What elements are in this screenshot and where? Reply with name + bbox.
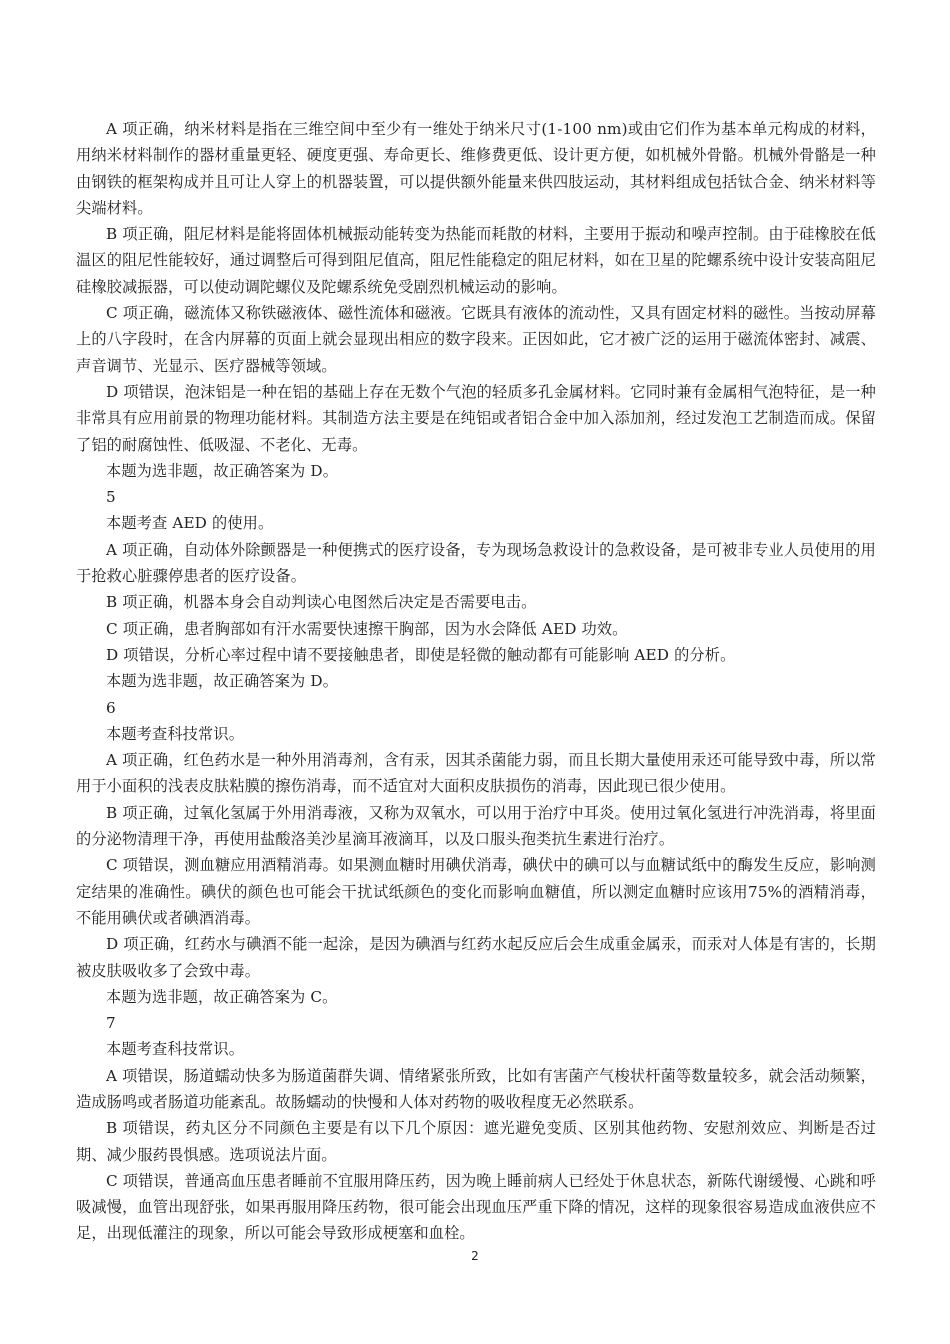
question-number-5: 5	[106, 488, 116, 507]
question-topic-5: 本题考查 AED 的使用。	[106, 514, 274, 533]
paragraph-q7-a: A 项错误，肠道蠕动快多为肠道菌群失调、情绪紧张所致，比如有害菌产气梭状杆菌等数量较多，就会活动频繁，造成肠鸣或者肠道功能紊乱。故肠蠕动的快慢和人体对药物的吸收程度无必然联系。	[76, 1066, 876, 1111]
paragraph-q6-b: B 项正确，过氧化氢属于外用消毒液，又称为双氧水，可以用于治疗中耳炎。使用过氧化氢进行冲洗消毒，将里面的分泌物清理干净，再使用盐酸洛美沙星滴耳液滴耳，以及口服头孢类抗生素进行治疗。	[76, 803, 876, 849]
paragraph-q5-d: D 项错误，分析心率过程中请不要接触患者，即使是轻微的触动都有可能影响 AED 的分析。	[106, 645, 736, 664]
question-topic-7: 本题考查科技常识。	[106, 1040, 245, 1059]
answer-q4: 本题为选非题，故正确答案为 D。	[106, 461, 339, 480]
paragraph-q6-c: C 项错误，测血糖应用酒精消毒。如果测血糖时用碘伏消毒，碘伏中的碘可以与血糖试纸中的酶发生反应，影响测定结果的准确性。碘伏的颜色也可能会干扰试纸颜色的变化而影响血糖值，所以测定血糖时应该用75%的酒精消毒，不能用碘伏或者碘酒消毒。	[76, 856, 876, 927]
paragraph-a-nanomaterial: A 项正确，纳米材料是指在三维空间中至少有一维处于纳米尺寸(1-100 nm)或由它们作为基本单元构成的材料，用纳米材料制作的器材重量更轻、硬度更强、寿命更长、维修费更低、设计更方便，如机械外骨骼。机械外骨骼是一种由钢铁的框架构成并且可让人穿上的机器装置，可以提供额外能量来供四肢运动，其材料组成包括钛合金、纳米材料等尖端材料。	[76, 120, 876, 217]
paragraph-q6-a: A 项正确，红色药水是一种外用消毒剂，含有汞，因其杀菌能力弱，而且长期大量使用汞还可能导致中毒，所以常用于小面积的浅表皮肤粘膜的擦伤消毒，而不适宜对大面积皮肤损伤的消毒，因此现已很少使用。	[76, 751, 876, 796]
question-number-6: 6	[106, 698, 116, 717]
paragraph-c-magnetic-fluid: C 项正确，磁流体又称铁磁液体、磁性流体和磁液。它既具有液体的流动性，又具有固定材料的磁性。当按动屏幕上的八字段时，在含内屏幕的页面上就会显现出相应的数字段来。正因如此，它才被广泛的运用于磁流体密封、减震、声音调节、光显示、医疗器械等领域。	[76, 304, 876, 375]
paragraph-q7-c: C 项错误，普通高血压患者睡前不宜服用降压药，因为晚上睡前病人已经处于休息状态，新陈代谢缓慢、心跳和呼吸减慢，血管出现舒张，如果再服用降压药物，很可能会出现血压严重下降的情况，这样的现象很容易造成血液供应不足，出现低灌注的现象，所以可能会导致形成梗塞和血栓。	[76, 1171, 876, 1243]
question-number-7: 7	[106, 1014, 116, 1033]
paragraph-q5-a: A 项正确，自动体外除颤器是一种便携式的医疗设备，专为现场急救设计的急救设备，是可被非专业人员使用的用于抢救心脏骤停患者的医疗设备。	[76, 540, 876, 586]
page-number: 2	[471, 1249, 479, 1263]
paragraph-q5-b: B 项正确，机器本身会自动判读心电图然后决定是否需要电击。	[106, 593, 537, 612]
paragraph-q7-b: B 项错误，药丸区分不同颜色主要是有以下几个原因：遮光避免变质、区别其他药物、安慰剂效应、判断是否过期、减少服药畏惧感。选项说法片面。	[76, 1119, 876, 1164]
answer-q5: 本题为选非题，故正确答案为 D。	[106, 672, 339, 691]
paragraph-q5-c: C 项正确，患者胸部如有汗水需要快速擦干胸部，因为水会降低 AED 功效。	[106, 619, 628, 638]
document-body	[76, 116, 876, 1247]
paragraph-b-damping-material: B 项正确，阻尼材料是能将固体机械振动能转变为热能而耗散的材料，主要用于振动和噪声控制。由于硅橡胶在低温区的阻尼性能较好，通过调整后可得到阻尼值高，阻尼性能稳定的阻尼材料，如在卫星的陀螺系统中设计安装高阻尼硅橡胶减振器，可以使动调陀螺仪及陀螺系统免受剧烈机械运动的影响。	[76, 225, 876, 296]
question-topic-6: 本题考查科技常识。	[106, 724, 245, 743]
paragraph-q6-d: D 项正确，红药水与碘酒不能一起涂，是因为碘酒与红药水起反应后会生成重金属汞，而汞对人体是有害的，长期被皮肤吸收多了会致中毒。	[76, 935, 876, 980]
paragraph-d-foam-aluminum: D 项错误，泡沫铝是一种在铝的基础上存在无数个气泡的轻质多孔金属材料。它同时兼有金属相气泡特征，是一种非常具有应用前景的物理功能材料。其制造方法主要是在纯铝或者铝合金中加入添加剂，经过发泡工艺制造而成。保留了铝的耐腐蚀性、低吸湿、不老化、无毒。	[76, 382, 876, 454]
answer-q6: 本题为选非题，故正确答案为 C。	[106, 987, 338, 1006]
